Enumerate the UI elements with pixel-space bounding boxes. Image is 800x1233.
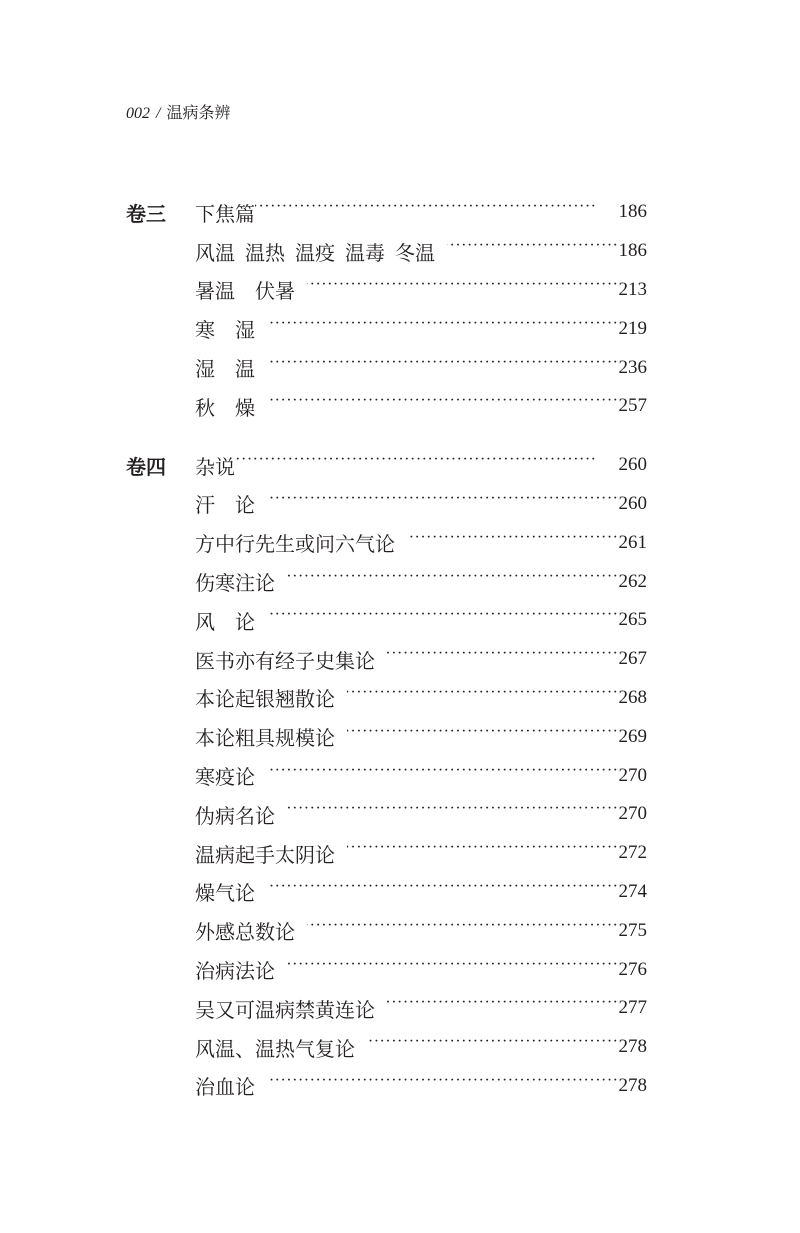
dot-leader: [267, 319, 619, 339]
dot-leader: [267, 1076, 619, 1096]
page-number: 275: [618, 919, 647, 941]
page-number: 265: [618, 609, 647, 631]
entry-title: 伪病名论: [195, 805, 275, 828]
dot-leader: [367, 1037, 619, 1057]
page-number: 260: [618, 492, 647, 514]
entry-title: 风温 温热 温疫 温毒 冬温: [195, 242, 435, 265]
entry-title: 治病法论: [195, 961, 275, 984]
dot-leader: [267, 610, 619, 630]
page-number: 268: [618, 686, 647, 708]
toc-entry[interactable]: [126, 271, 647, 310]
running-header: [126, 100, 230, 123]
page-number: 278: [618, 1074, 647, 1096]
toc-entry[interactable]: [126, 348, 647, 387]
toc-entry[interactable]: [126, 232, 647, 271]
toc-entry[interactable]: [126, 1067, 647, 1106]
dot-leader: [267, 882, 619, 902]
entry-title: 秋 燥: [195, 397, 255, 420]
dot-leader: [347, 843, 619, 863]
toc-section: [126, 193, 647, 426]
page-number: 270: [618, 803, 647, 825]
volume-row[interactable]: [126, 193, 647, 232]
toc-entry[interactable]: [126, 989, 647, 1028]
toc-entry[interactable]: [126, 911, 647, 950]
entry-title: 风 论: [195, 611, 255, 634]
entry-title: 治血论: [195, 1077, 255, 1100]
dot-leader: [267, 396, 619, 416]
entry-title: 本论起银翘散论: [195, 689, 335, 712]
page-number: 262: [618, 570, 647, 592]
volume-row[interactable]: [126, 446, 647, 485]
entry-title: 湿 温: [195, 359, 255, 382]
page-number: 267: [618, 648, 647, 670]
entry-title: 寒 湿: [195, 320, 255, 343]
toc-entry[interactable]: [126, 795, 647, 834]
toc-entry[interactable]: [126, 717, 647, 756]
page-number: 261: [618, 531, 647, 553]
dot-leader: [267, 494, 619, 514]
dot-leader: [407, 533, 619, 553]
page-number: 270: [618, 764, 647, 786]
entry-title: 吴又可温病禁黄连论: [195, 999, 375, 1022]
page-number: 186: [618, 240, 647, 262]
header-separator: /: [156, 105, 161, 122]
entry-title: 方中行先生或问六气论: [195, 534, 395, 557]
dot-leader: [287, 960, 619, 980]
page-number: 260: [618, 454, 647, 476]
page-number: 213: [618, 278, 647, 300]
entry-title: 本论粗具规模论: [195, 728, 335, 751]
page-number: 274: [618, 880, 647, 902]
toc-entry[interactable]: [126, 950, 647, 989]
entry-title: 风温、温热气复论: [195, 1038, 355, 1061]
dot-leader: [307, 921, 619, 941]
toc-section: [126, 446, 647, 1106]
volume-title: 杂说: [195, 456, 235, 479]
dot-leader: [287, 572, 619, 592]
dot-leader: [387, 998, 619, 1018]
dot-leader: [235, 455, 597, 475]
dot-leader: [447, 241, 619, 261]
dot-leader: [347, 688, 619, 708]
toc-entry[interactable]: [126, 640, 647, 679]
toc-entry[interactable]: [126, 485, 647, 524]
volume-label: 卷三: [126, 203, 166, 226]
entry-title: 医书亦有经子史集论: [195, 650, 375, 673]
dot-leader: [267, 766, 619, 786]
dot-leader: [287, 804, 619, 824]
dot-leader: [307, 280, 619, 300]
entry-title: 伤寒注论: [195, 573, 275, 596]
page-number: 277: [618, 997, 647, 1019]
header-book-title: 温病条辨: [166, 105, 231, 122]
page-number: 278: [618, 1036, 647, 1058]
page-number: 236: [618, 356, 647, 378]
dot-leader: [267, 358, 619, 378]
entry-title: 汗 论: [195, 495, 255, 518]
entry-title: 外感总数论: [195, 922, 295, 945]
toc-entry[interactable]: [126, 562, 647, 601]
toc-entry[interactable]: [126, 873, 647, 912]
dot-leader: [255, 202, 597, 222]
volume-label: 卷四: [126, 456, 166, 479]
page-number: 272: [618, 842, 647, 864]
header-page-number: 002: [126, 105, 150, 122]
dot-leader: [347, 727, 619, 747]
page-number: 257: [618, 395, 647, 417]
table-of-contents: [126, 193, 647, 1125]
toc-entry[interactable]: [126, 601, 647, 640]
page-number: 186: [618, 201, 647, 223]
entry-title: 燥气论: [195, 883, 255, 906]
toc-entry[interactable]: [126, 834, 647, 873]
toc-entry[interactable]: [126, 679, 647, 718]
toc-entry[interactable]: [126, 756, 647, 795]
page-number: 219: [618, 317, 647, 339]
entry-title: 暑温 伏暑: [195, 281, 295, 304]
dot-leader: [387, 649, 619, 669]
toc-entry[interactable]: [126, 387, 647, 426]
toc-entry[interactable]: [126, 1028, 647, 1067]
entry-title: 温病起手太阴论: [195, 844, 335, 867]
volume-title: 下焦篇: [195, 203, 255, 226]
page-number: 269: [618, 725, 647, 747]
toc-entry[interactable]: [126, 523, 647, 562]
page-number: 276: [618, 958, 647, 980]
entry-title: 寒疫论: [195, 767, 255, 790]
toc-entry[interactable]: [126, 309, 647, 348]
